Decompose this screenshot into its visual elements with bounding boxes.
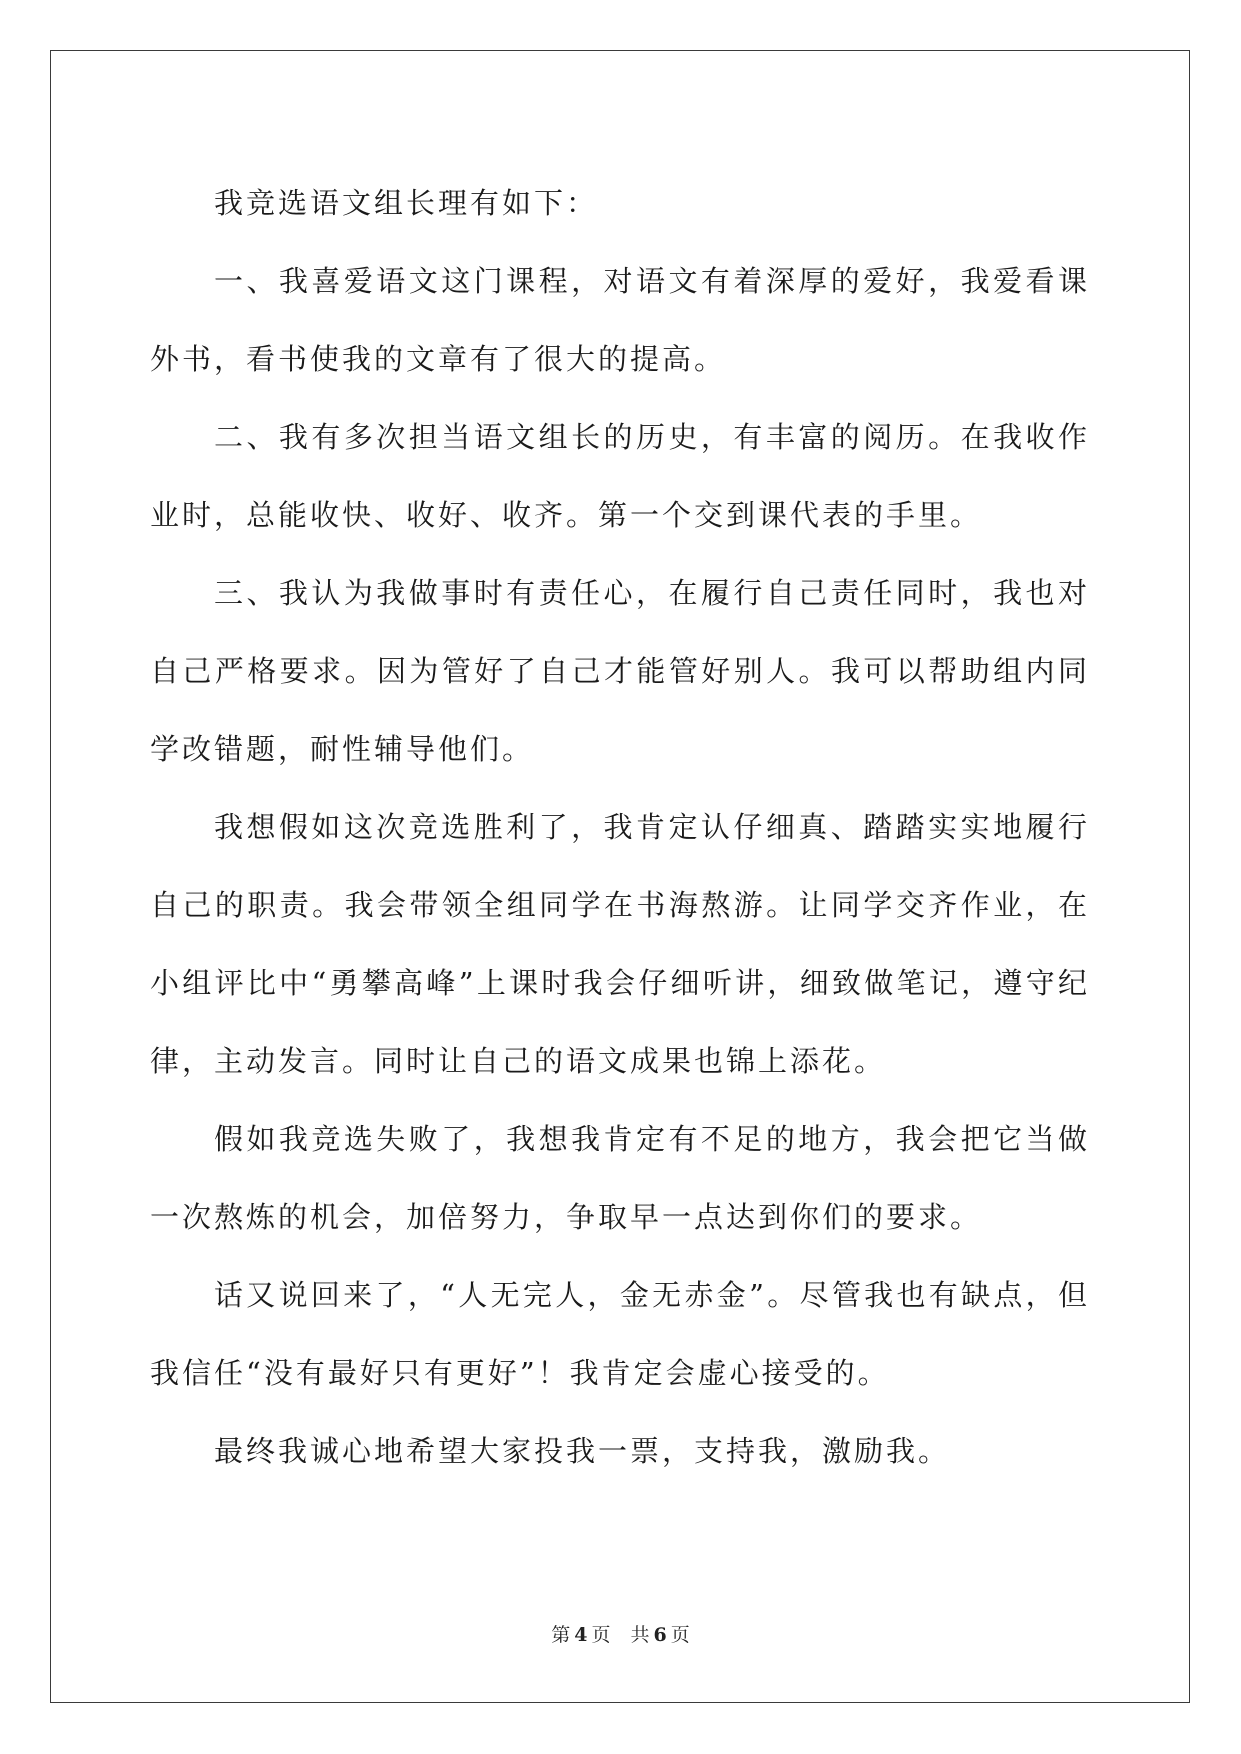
- paragraph-reason-three: 三、我认为我做事时有责任心，在履行自己责任同时，我也对自己严格要求。因为管好了自己才能管好别人。我可以帮助组内同学改错题，耐性辅导他们。: [150, 576, 1090, 766]
- document-body: [150, 164, 1090, 1490]
- total-suffix: 页: [670, 1624, 690, 1646]
- page-number: 4: [574, 1624, 588, 1646]
- paragraph-if-lose: 假如我竞选失败了，我想我肯定有不足的地方，我会把它当做一次熬炼的机会，加倍努力，争取早一点达到你们的要求。: [150, 1122, 1090, 1234]
- total-prefix: 共: [630, 1624, 650, 1646]
- paragraph-humility: 话又说回来了，“人无完人，金无赤金”。尽管我也有缺点，但我信任“没有最好只有更好”！我肯定会虚心接受的。: [150, 1278, 1090, 1390]
- paragraph-intro: 我竞选语文组长理有如下：: [214, 186, 599, 220]
- paragraph-if-win: 我想假如这次竞选胜利了，我肯定认仔细真、踏踏实实地履行自己的职责。我会带领全组同学在书海熬游。让同学交齐作业，在小组评比中“勇攀高峰”上课时我会仔细听讲，细致做笔记，遵守纪律，主动发言。同时让自己的语文成果也锦上添花。: [150, 810, 1090, 1078]
- paragraph-closing: 最终我诚心地希望大家投我一票，支持我，激励我。: [214, 1434, 951, 1468]
- total-pages: 6: [653, 1624, 667, 1646]
- paragraph-reason-two: 二、我有多次担当语文组长的历史，有丰富的阅历。在我收作业时，总能收快、收好、收齐。第一个交到课代表的手里。: [150, 420, 1090, 532]
- page-prefix: 第: [551, 1624, 571, 1646]
- page-footer: [0, 1620, 1241, 1647]
- page-suffix: 页: [591, 1624, 611, 1646]
- paragraph-reason-one: 一、我喜爱语文这门课程，对语文有着深厚的爱好，我爱看课外书，看书使我的文章有了很大的提高。: [150, 264, 1090, 376]
